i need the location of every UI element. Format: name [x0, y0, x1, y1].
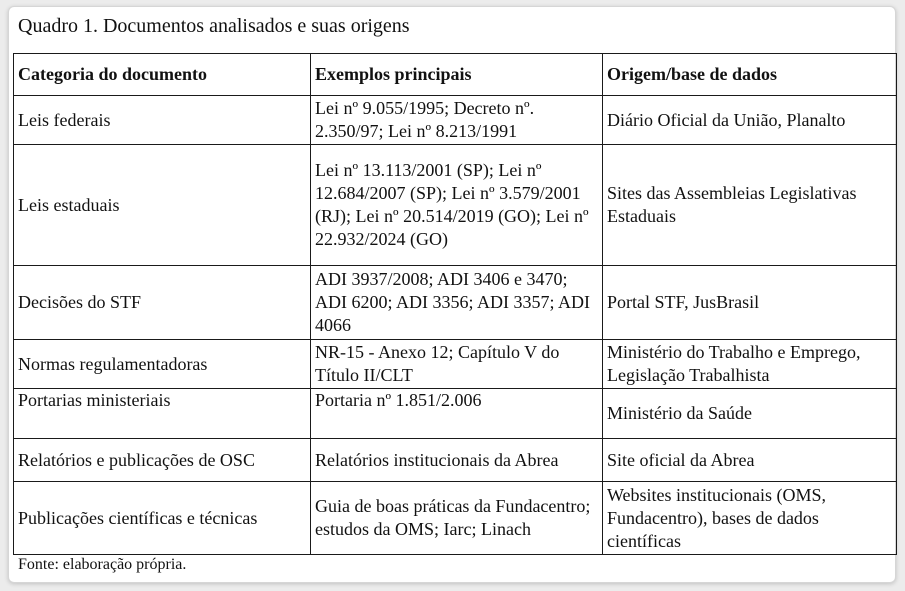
- table-row: [14, 340, 897, 389]
- cell-category: Relatórios e publicações de OSC: [14, 439, 311, 482]
- cell-origin: Diário Oficial da União, Planalto: [603, 96, 897, 145]
- cell-examples: ADI 3937/2008; ADI 3406 e 3470; ADI 6200; ADI 3356; ADI 3357; ADI 4066: [311, 266, 603, 340]
- cell-origin: Portal STF, JusBrasil: [603, 266, 897, 340]
- cell-category: Leis estaduais: [14, 145, 311, 266]
- cell-origin: Site oficial da Abrea: [603, 439, 897, 482]
- cell-examples: Guia de boas práticas da Fundacentro; estudos da OMS; Iarc; Linach: [311, 482, 603, 555]
- table-title: Quadro 1. Documentos analisados e suas origens: [18, 15, 410, 37]
- table-row: [14, 96, 897, 145]
- cell-origin: Ministério do Trabalho e Emprego, Legislação Trabalhista: [603, 340, 897, 389]
- table-row: [14, 389, 897, 439]
- table-row: [14, 482, 897, 555]
- cell-examples: NR-15 - Anexo 12; Capítulo V do Título II/CLT: [311, 340, 603, 389]
- column-header-category: Categoria do documento: [14, 54, 311, 96]
- column-header-origin: Origem/base de dados: [603, 54, 897, 96]
- cell-examples: Relatórios institucionais da Abrea: [311, 439, 603, 482]
- cell-examples: Lei nº 13.113/2001 (SP); Lei nº 12.684/2007 (SP); Lei nº 3.579/2001 (RJ); Lei nº 20.514/2019 (GO); Lei nº 22.932/2024 (GO): [311, 145, 603, 266]
- table-row: [14, 145, 897, 266]
- source-note: Fonte: elaboração própria.: [18, 556, 187, 573]
- cell-category: Portarias ministeriais: [14, 389, 311, 439]
- cell-examples: Lei nº 9.055/1995; Decreto nº. 2.350/97; Lei nº 8.213/1991: [311, 96, 603, 145]
- cell-origin: Ministério da Saúde: [603, 389, 897, 439]
- column-header-examples: Exemplos principais: [311, 54, 603, 96]
- cell-origin: Websites institucionais (OMS, Fundacentro), bases de dados científicas: [603, 482, 897, 555]
- cell-origin: Sites das Assembleias Legislativas Estaduais: [603, 145, 897, 266]
- cell-examples: Portaria nº 1.851/2.006: [311, 389, 603, 439]
- cell-category: Leis federais: [14, 96, 311, 145]
- table-header-row: [14, 54, 897, 96]
- cell-category: Normas regulamentadoras: [14, 340, 311, 389]
- cell-category: Publicações científicas e técnicas: [14, 482, 311, 555]
- table-row: [14, 439, 897, 482]
- documents-table: [13, 53, 897, 555]
- cell-category: Decisões do STF: [14, 266, 311, 340]
- table-row: [14, 266, 897, 340]
